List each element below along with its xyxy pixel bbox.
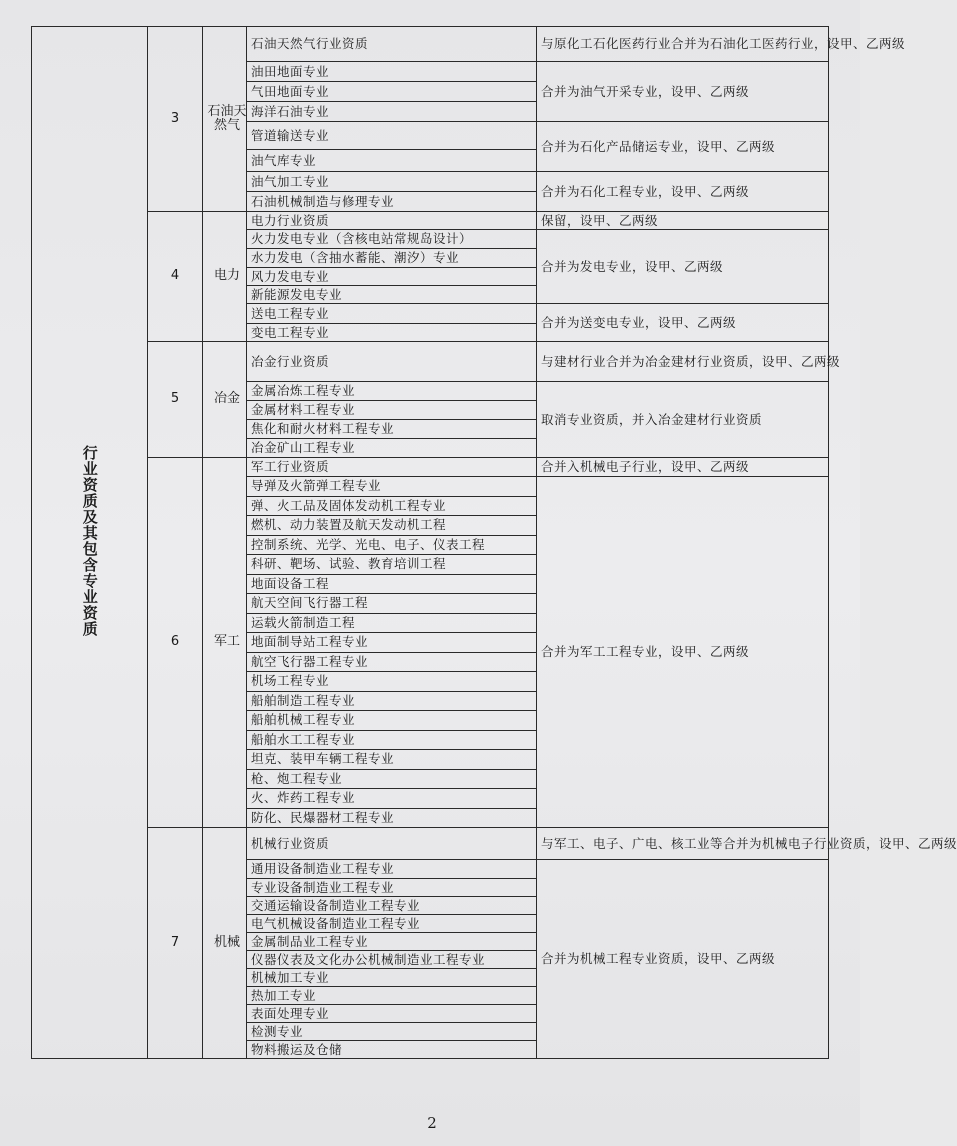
qualification-item: 风力发电专业	[247, 268, 537, 286]
qualification-item: 冶金行业资质	[247, 342, 537, 382]
qualification-item: 交通运输设备制造业工程专业	[247, 897, 537, 915]
qualification-item: 船舶制造工程专业	[247, 691, 537, 711]
qualification-item: 石油天然气行业资质	[247, 27, 537, 62]
group-name-cell	[203, 27, 247, 212]
qualification-item: 管道输送专业	[247, 122, 537, 150]
adjustment-note: 合并入机械电子行业，设甲、乙两级	[537, 458, 829, 477]
qualification-item: 航天空间飞行器工程	[247, 594, 537, 614]
qualification-item: 物料搬运及仓储	[247, 1041, 537, 1059]
group-number: 6	[148, 458, 203, 828]
adjustment-note: 保留，设甲、乙两级	[537, 212, 829, 230]
group-name-cell	[203, 212, 247, 342]
qualification-item: 火力发电专业（含核电站常规岛设计）	[247, 230, 537, 249]
qualification-item: 导弹及火箭弹工程专业	[247, 477, 537, 497]
qualification-item: 金属制品业工程专业	[247, 933, 537, 951]
adjustment-note: 合并为发电专业，设甲、乙两级	[537, 230, 829, 304]
qualification-item: 冶金矿山工程专业	[247, 439, 537, 458]
qualification-item: 科研、靶场、试验、教育培训工程	[247, 555, 537, 575]
qualification-item: 航空飞行器工程专业	[247, 652, 537, 672]
qualification-item: 表面处理专业	[247, 1005, 537, 1023]
qualification-item: 机械行业资质	[247, 828, 537, 860]
adjustment-note: 取消专业资质，并入冶金建材行业资质	[537, 382, 829, 458]
qualification-item: 检测专业	[247, 1023, 537, 1041]
qualification-item: 水力发电（含抽水蓄能、潮汐）专业	[247, 249, 537, 268]
qualification-item: 热加工专业	[247, 987, 537, 1005]
qualification-item: 油气加工专业	[247, 172, 537, 192]
adjustment-note: 合并为军工工程专业，设甲、乙两级	[537, 477, 829, 828]
adjustment-note: 合并为油气开采专业，设甲、乙两级	[537, 62, 829, 122]
qualification-item: 火、炸药工程专业	[247, 789, 537, 809]
qualification-item: 运载火箭制造工程	[247, 613, 537, 633]
qualification-item: 坦克、装甲车辆工程专业	[247, 750, 537, 770]
group-number: 7	[148, 828, 203, 1059]
group-name-cell	[203, 342, 247, 458]
qualification-item: 海洋石油专业	[247, 102, 537, 122]
group-name: 冶金	[213, 391, 240, 407]
qualification-item: 专业设备制造业工程专业	[247, 879, 537, 897]
qualification-item: 金属材料工程专业	[247, 401, 537, 420]
group-name-cell	[203, 458, 247, 828]
qualification-item: 军工行业资质	[247, 458, 537, 477]
qualification-item: 焦化和耐火材料工程专业	[247, 420, 537, 439]
group-number: 4	[148, 212, 203, 342]
adjustment-note: 合并为石化产品储运专业，设甲、乙两级	[537, 122, 829, 172]
qualification-item: 金属冶炼工程专业	[247, 382, 537, 401]
qualification-item: 送电工程专业	[247, 304, 537, 324]
qualification-item: 变电工程专业	[247, 324, 537, 342]
adjustment-note: 与原化工石化医药行业合并为石油化工医药行业，设甲、乙两级	[537, 27, 829, 62]
qualification-item: 仪器仪表及文化办公机械制造业工程专业	[247, 951, 537, 969]
qualification-item: 机场工程专业	[247, 672, 537, 692]
qualification-item: 新能源发电专业	[247, 286, 537, 304]
qualification-item: 气田地面专业	[247, 82, 537, 102]
qualification-item: 电力行业资质	[247, 212, 537, 230]
adjustment-note: 与军工、电子、广电、核工业等合并为机械电子行业资质，设甲、乙两级	[537, 828, 829, 860]
adjustment-note: 与建材行业合并为冶金建材行业资质，设甲、乙两级	[537, 342, 829, 382]
qualification-table	[31, 26, 957, 1059]
qualification-item: 油田地面专业	[247, 62, 537, 82]
qualification-item: 机械加工专业	[247, 969, 537, 987]
qualification-item: 地面设备工程	[247, 574, 537, 594]
qualification-item: 地面制导站工程专业	[247, 633, 537, 653]
qualification-item: 防化、民爆器材工程专业	[247, 808, 537, 828]
category-label: 行业资质及其包含专业资质	[80, 445, 99, 638]
adjustment-note: 合并为送变电专业，设甲、乙两级	[537, 304, 829, 342]
qualification-item: 控制系统、光学、光电、电子、仪表工程	[247, 535, 537, 555]
qualification-item: 通用设备制造业工程专业	[247, 860, 537, 879]
category-label-cell	[32, 27, 148, 1059]
qualification-item: 电气机械设备制造业工程专业	[247, 915, 537, 933]
group-number: 5	[148, 342, 203, 458]
group-name: 军工	[213, 634, 240, 650]
qualification-item: 船舶机械工程专业	[247, 711, 537, 731]
group-name: 电力	[213, 268, 240, 284]
qualification-item: 油气库专业	[247, 150, 537, 172]
group-name: 石油天然气	[207, 103, 247, 133]
page-number: 2	[427, 1114, 437, 1132]
group-name-cell	[203, 828, 247, 1059]
qualification-item: 弹、火工品及固体发动机工程专业	[247, 496, 537, 516]
qualification-item: 石油机械制造与修理专业	[247, 192, 537, 212]
qualification-item: 燃机、动力装置及航天发动机工程	[247, 516, 537, 536]
group-number: 3	[148, 27, 203, 212]
group-name: 机械	[213, 934, 240, 950]
adjustment-note: 合并为石化工程专业，设甲、乙两级	[537, 172, 829, 212]
qualification-item: 船舶水工工程专业	[247, 730, 537, 750]
qualification-item: 枪、炮工程专业	[247, 769, 537, 789]
adjustment-note: 合并为机械工程专业资质，设甲、乙两级	[537, 860, 829, 1059]
